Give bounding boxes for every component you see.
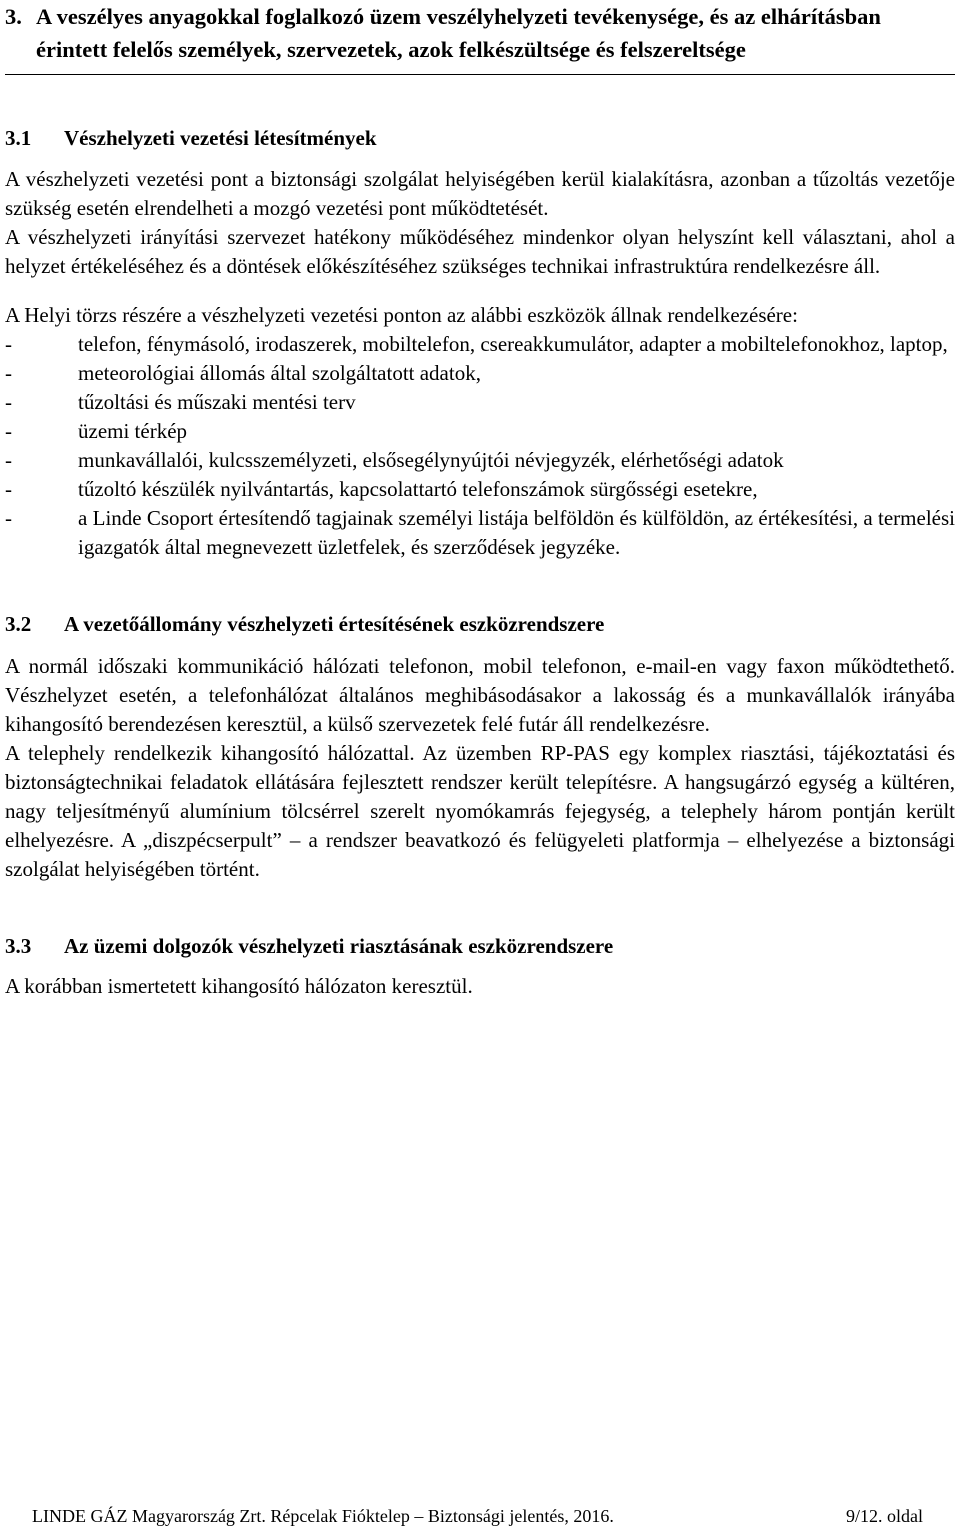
paragraph: A normál időszaki kommunikáció hálózati telefonon, mobil telefonon, e-mail-en vagy faxon működtethető. Vészhelyzet esetén, a telefonhálózat általános meghibásodásakor a lakosság és a munkavállalók irányába kihangosító berendezésen keresztül, a külső szervezetek felé futár áll rendelkezésre.: [5, 654, 955, 736]
list-item-text: üzemi térkép: [78, 419, 188, 443]
list-marker: -: [5, 332, 12, 356]
list-item-text: meteorológiai állomás által szolgáltatott adatok,: [78, 361, 481, 385]
list-marker: -: [5, 361, 12, 385]
section-number: 3.3: [5, 934, 32, 958]
list-marker: -: [5, 419, 12, 443]
list-marker: -: [5, 448, 12, 472]
list-item-text: munkavállalói, kulcsszemélyzeti, elsősegélynyújtói névjegyzék, elérhetőségi adatok: [78, 448, 784, 472]
document-page: [5, 0, 955, 1001]
equipment-list: [5, 330, 955, 562]
section-title: A vezetőállomány vészhelyzeti értesítésének eszközrendszere: [64, 612, 605, 636]
list-item-text: telefon, fénymásoló, irodaszerek, mobiltelefon, csereakkumulátor, adapter a mobiltelefonokhoz, laptop,: [78, 332, 948, 356]
chapter-title: A veszélyes anyagokkal foglalkozó üzem veszélyhelyzeti tevékenysége, és az elhárításban érintett felelős személyek, szervezetek, azok felkészültsége és felszereltsége: [36, 4, 881, 62]
list-marker: -: [5, 390, 12, 414]
section-number: 3.2: [5, 612, 32, 636]
list-item: [5, 359, 955, 388]
list-item: [5, 504, 955, 562]
heading-rule: [5, 74, 955, 75]
list-item-text: a Linde Csoport értesítendő tagjainak személyi listája belföldön és külföldön, az értékesítési, a termelési igazgatók által megnevezett üzletfelek, és szerződések jegyzéke.: [78, 506, 955, 559]
paragraph: A korábban ismertetett kihangosító hálózaton keresztül.: [5, 974, 473, 998]
list-marker: -: [5, 506, 12, 530]
section-heading-3-3: [5, 932, 955, 960]
section-number: 3.1: [5, 126, 32, 150]
section-heading-3-2: [5, 610, 955, 638]
chapter-number: 3.: [5, 4, 22, 29]
footer-document-info: LINDE GÁZ Magyarország Zrt. Répcelak Fióktelep – Biztonsági jelentés, 2016.: [32, 1506, 614, 1526]
chapter-heading: [5, 0, 955, 66]
paragraph: A Helyi törzs részére a vészhelyzeti vezetési ponton az alábbi eszközök állnak rendelkezésére:: [5, 303, 798, 327]
list-marker: -: [5, 477, 12, 501]
list-item: [5, 388, 955, 417]
list-item: [5, 330, 955, 359]
list-item: [5, 417, 955, 446]
list-item-text: tűzoltó készülék nyilvántartás, kapcsolattartó telefonszámok sürgősségi esetekre,: [78, 477, 758, 501]
footer-page-number: 9/12. oldal: [846, 1506, 923, 1526]
paragraph: A vészhelyzeti irányítási szervezet hatékony működéséhez mindenkor olyan helyszínt kell választani, ahol a helyzet értékeléséhez és a döntések előkészítéséhez szükséges technikai infrastruktúra rendelkezésre áll.: [5, 225, 955, 278]
section-title: Vészhelyzeti vezetési létesítmények: [64, 126, 377, 150]
section-title: Az üzemi dolgozók vészhelyzeti riasztásának eszközrendszere: [64, 934, 614, 958]
list-item: [5, 446, 955, 475]
list-item: [5, 475, 955, 504]
paragraph: A vészhelyzeti vezetési pont a biztonsági szolgálat helyiségében kerül kialakításra, azonban a tűzoltás vezetője szükség esetén elrendelheti a mozgó vezetési pont működtetését.: [5, 167, 955, 220]
list-item-text: tűzoltási és műszaki mentési terv: [78, 390, 356, 414]
section-heading-3-1: [5, 124, 955, 152]
paragraph: A telephely rendelkezik kihangosító hálózattal. Az üzemben RP-PAS egy komplex riasztási, tájékoztatási és biztonságtechnikai feladatok ellátására fejlesztett rendszer került telepítésre. A hangsugárzó egység a kültéren, nagy teljesítményű alumínium tölcsérrel szerelt nyomókamrás fejegység, a telephely három pontján került elhelyezésre. A „diszpécserpult” – a rendszer beavatkozó és felügyeleti platformja – elhelyezése a biztonsági szolgálat helyiségében történt.: [5, 741, 955, 881]
